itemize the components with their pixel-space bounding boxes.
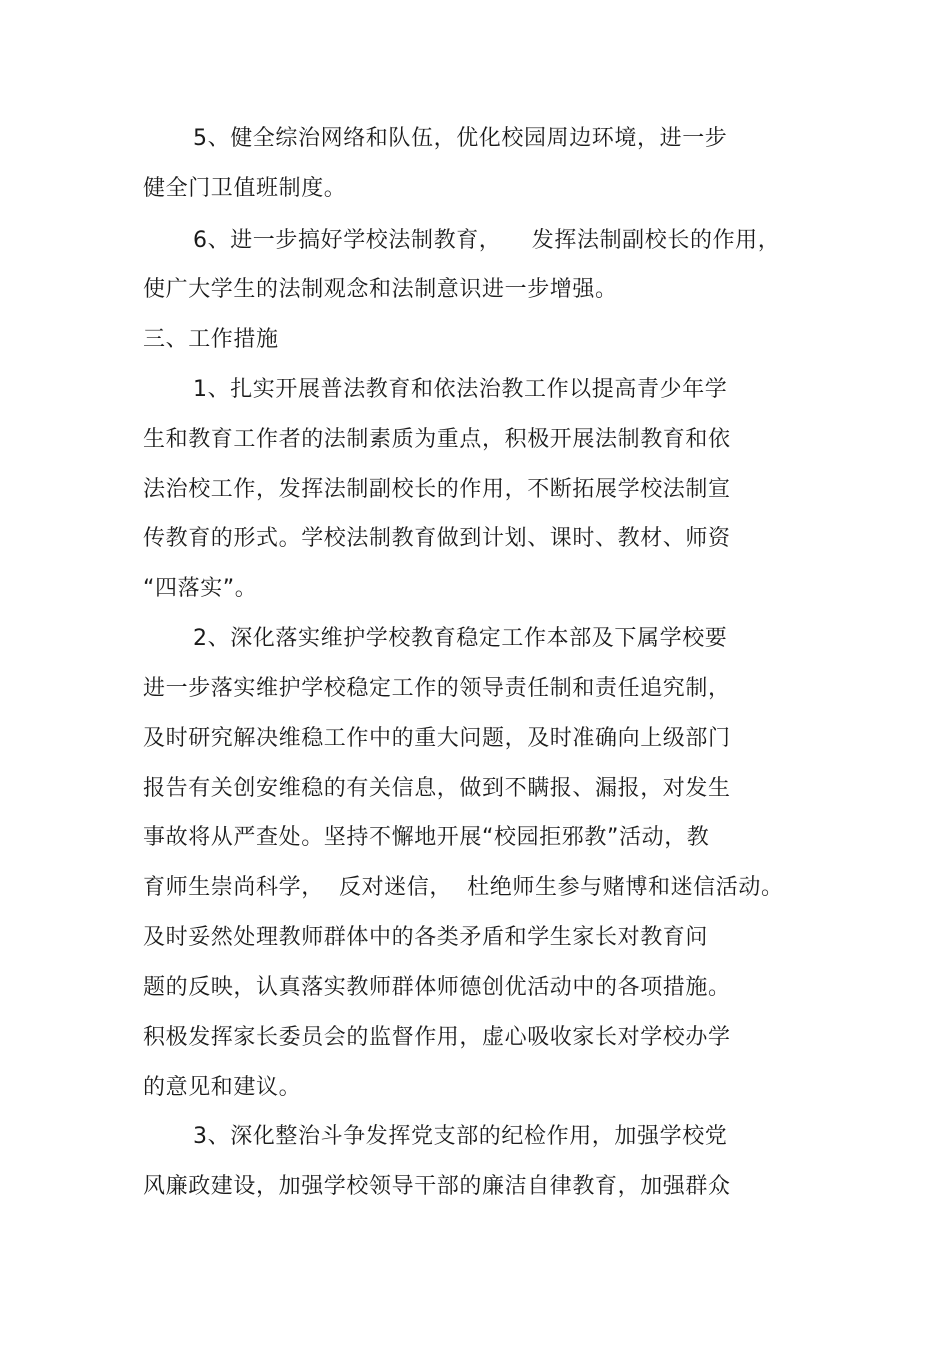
- paragraph-line: 3、深化整治斗争发挥党支部的纪检作用，加强学校党: [193, 1124, 728, 1149]
- paragraph-line: “四落实”。: [143, 576, 258, 601]
- paragraph-line: 生和教育工作者的法制素质为重点，积极开展法制教育和依: [143, 427, 731, 452]
- paragraph-line: 进一步落实维护学校稳定工作的领导责任制和责任追究制，: [143, 676, 731, 701]
- paragraph-line: 风廉政建设，加强学校领导干部的廉洁自律教育，加强群众: [143, 1174, 731, 1199]
- section-heading: 三、工作措施: [143, 327, 279, 352]
- paragraph-line: 健全门卫值班制度。: [143, 176, 347, 201]
- paragraph-line: 题的反映，认真落实教师群体师德创优活动中的各项措施。: [143, 975, 731, 1000]
- paragraph-line: 法治校工作，发挥法制副校长的作用，不断拓展学校法制宣: [143, 477, 731, 502]
- paragraph-line: 2、深化落实维护学校教育稳定工作本部及下属学校要: [193, 626, 728, 651]
- paragraph-line: 的意见和建议。: [143, 1075, 302, 1100]
- paragraph-line: 使广大学生的法制观念和法制意识进一步增强。: [143, 277, 618, 302]
- paragraph-line: 及时研究解决维稳工作中的重大问题，及时准确向上级部门: [143, 726, 731, 751]
- paragraph-line: 事故将从严查处。坚持不懈地开展“校园拒邪教”活动，教: [143, 825, 710, 850]
- paragraph-line: 传教育的形式。学校法制教育做到计划、课时、教材、师资: [143, 526, 731, 551]
- paragraph-line: 6、进一步搞好学校法制教育， 发挥法制副校长的作用，: [193, 228, 781, 253]
- paragraph-line: 报告有关创安维稳的有关信息，做到不瞒报、漏报，对发生: [143, 776, 731, 801]
- paragraph-line: 1、扎实开展普法教育和依法治教工作以提高青少年学: [193, 377, 728, 402]
- paragraph-line: 及时妥然处理教师群体中的各类矛盾和学生家长对教育问: [143, 925, 709, 950]
- paragraph-line: 积极发挥家长委员会的监督作用，虚心吸收家长对学校办学: [143, 1025, 731, 1050]
- paragraph-line: 5、健全综治网络和队伍，优化校园周边环境，进一步: [193, 126, 728, 151]
- paragraph-line: 育师生崇尚科学， 反对迷信， 杜绝师生参与赌博和迷信活动。: [143, 875, 784, 900]
